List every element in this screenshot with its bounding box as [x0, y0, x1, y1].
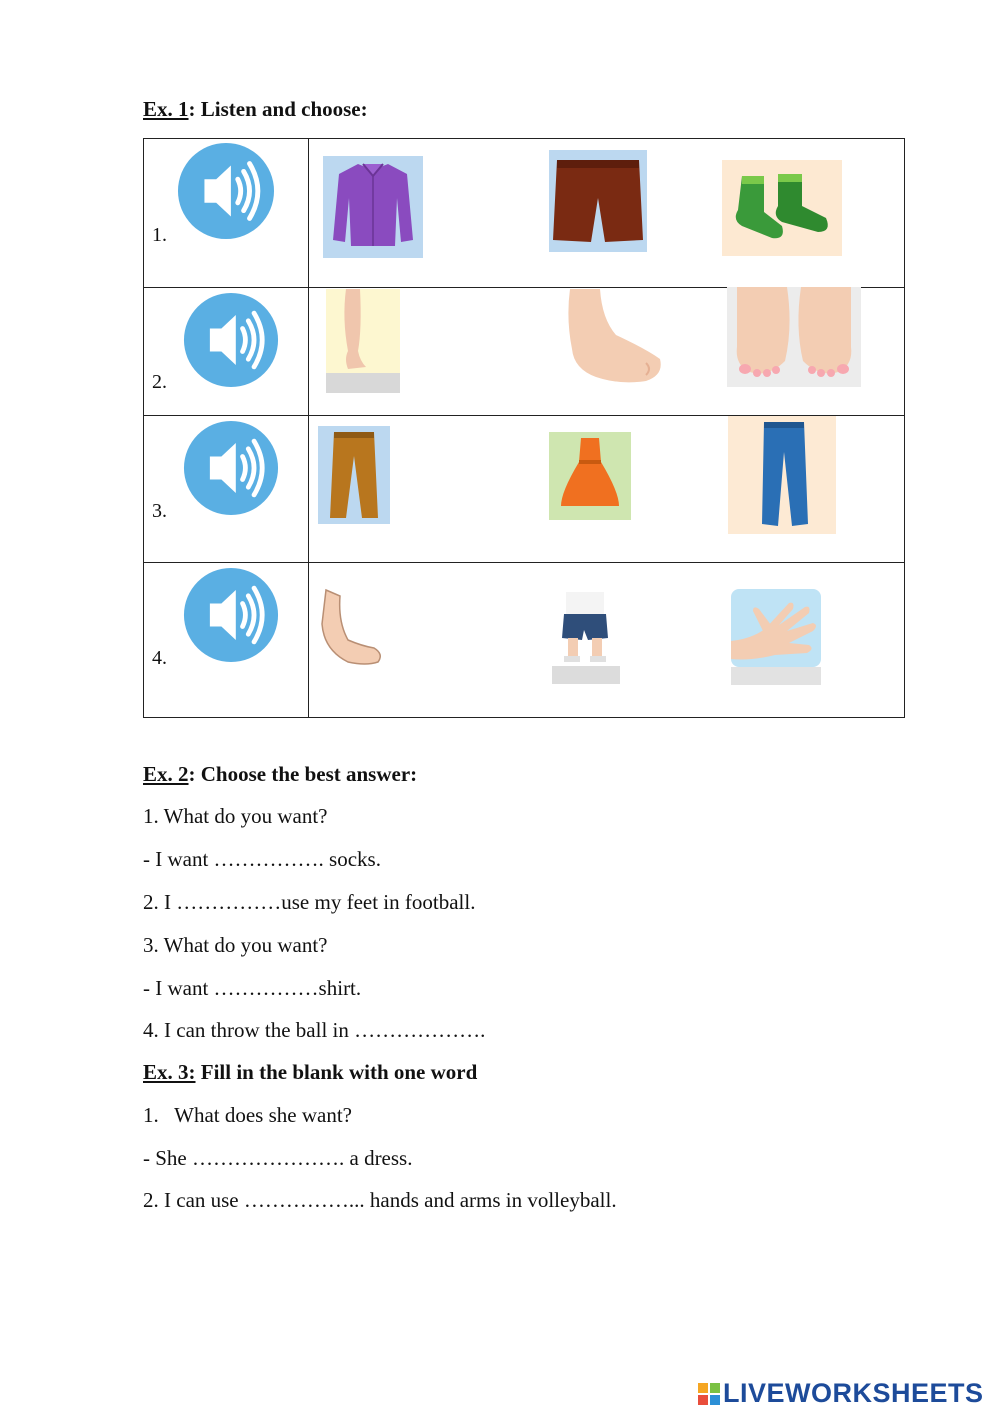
knees-icon[interactable] [552, 590, 620, 684]
ex2-line: 2. I ……………use my feet in football. [143, 890, 476, 914]
liveworksheets-logo [698, 1378, 984, 1408]
foot-icon[interactable] [560, 289, 664, 389]
row-number: 4. [152, 647, 167, 669]
row-number: 1. [152, 224, 167, 246]
shorts-icon[interactable] [549, 146, 647, 252]
row-number: 2. [152, 371, 167, 393]
audio-speaker-button-4[interactable] [183, 567, 279, 663]
socks-icon[interactable] [722, 150, 842, 256]
logo-blocks-icon [698, 1383, 720, 1405]
table-border-top [143, 138, 905, 139]
ex2-heading [143, 762, 417, 787]
logo-text: LIVEWORKSHEETS [723, 1378, 984, 1408]
table-border-bottom [143, 717, 905, 718]
ex3-label: Ex. 3: [143, 1060, 196, 1084]
arm-icon[interactable] [318, 588, 384, 668]
ex2-line: 1. What do you want? [143, 804, 328, 828]
audio-speaker-button-1[interactable] [177, 142, 275, 240]
ex3-line: 2. I can use ……………... hands and arms in volleyball. [143, 1188, 617, 1212]
ex2-line: 3. What do you want? [143, 933, 328, 957]
table-border-right [904, 138, 905, 718]
ex3-line: - She …………………. a dress. [143, 1146, 413, 1170]
jeans-icon[interactable] [728, 416, 836, 534]
row-number: 3. [152, 500, 167, 522]
toes-icon[interactable] [727, 287, 861, 387]
audio-speaker-button-3[interactable] [183, 420, 279, 516]
ex2-line: - I want ……………. socks. [143, 847, 381, 871]
hand-icon[interactable] [731, 589, 821, 685]
audio-speaker-button-2[interactable] [183, 292, 279, 388]
dress-icon[interactable] [549, 422, 631, 520]
ex1-label: Ex. 1 [143, 97, 189, 121]
shirt-icon[interactable] [323, 148, 423, 258]
ex1-heading [143, 97, 368, 122]
table-row-divider [143, 562, 905, 563]
ex3-heading [143, 1060, 477, 1085]
ex2-title: : Choose the best answer: [188, 762, 418, 786]
ex3-title: Fill in the blank with one word [195, 1060, 478, 1084]
leg-icon[interactable] [326, 289, 400, 393]
ex2-line: - I want ……………shirt. [143, 976, 362, 1000]
table-border-left [143, 138, 144, 718]
ex3-line: 1. What does she want? [143, 1103, 352, 1127]
ex1-title: : Listen and choose: [188, 97, 368, 121]
ex2-label: Ex. 2 [143, 762, 189, 786]
ex2-line: 4. I can throw the ball in ………………. [143, 1018, 486, 1042]
trousers-icon[interactable] [318, 420, 390, 524]
table-column-divider [308, 138, 309, 718]
